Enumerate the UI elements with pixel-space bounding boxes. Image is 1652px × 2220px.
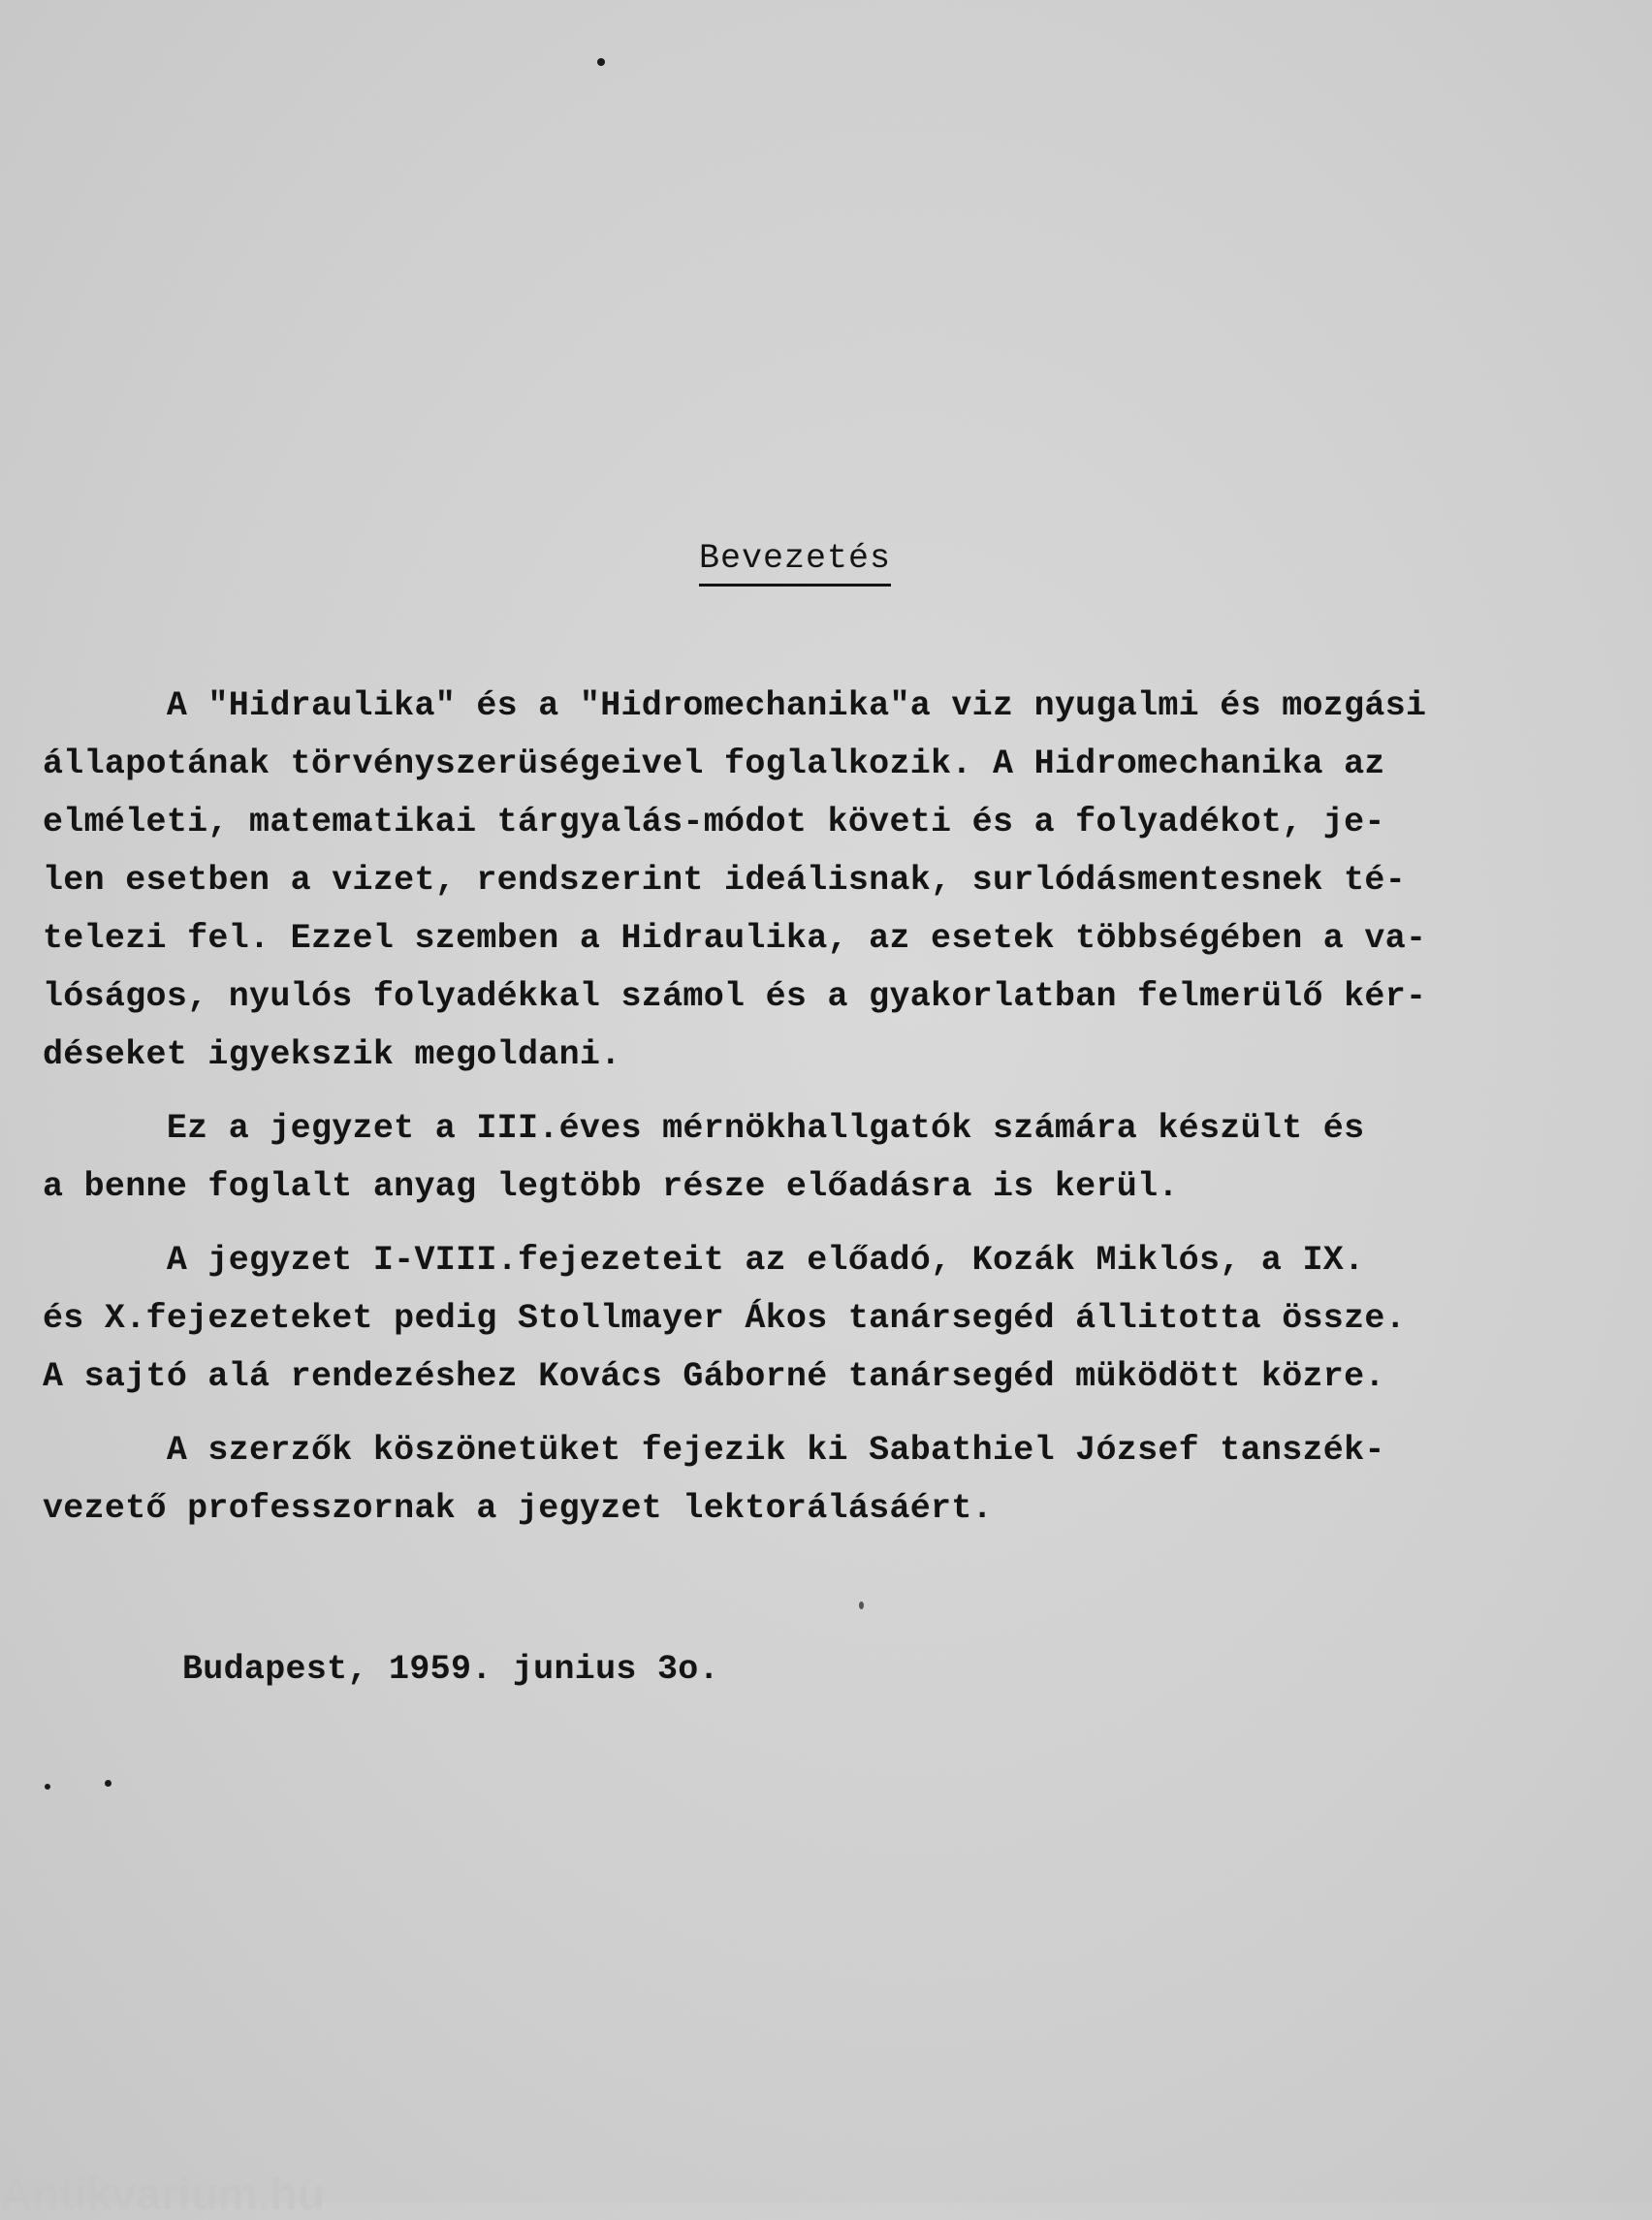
text-line: A jegyzet I-VIII.fejezeteit az előadó, Kozák Miklós, a IX. [43,1241,1365,1280]
title-text: Bevezetés [699,539,891,587]
text-line: déseket igyekszik megoldani. [43,1035,621,1074]
document-title [0,539,1590,587]
text-line: lóságos, nyulós folyadékkal számol és a gyakorlatban felmerülő kér- [43,977,1427,1016]
ink-speck [597,58,605,66]
text-line: a benne foglalt anyag legtöbb része előadásra is kerül. [43,1167,1179,1206]
text-line: Ez a jegyzet a III.éves mérnökhallgatók számára készült és [43,1109,1365,1148]
text-line: és X.fejezeteket pedig Stollmayer Ákos tanársegéd állitotta össze. [43,1299,1407,1338]
text-line: A "Hidraulika" és a "Hidromechanika"a viz nyugalmi és mozgási [43,686,1427,725]
paragraph-4 [43,1421,1613,1538]
ink-speck [105,1780,111,1787]
paragraph-2 [43,1099,1613,1216]
text-line: A sajtó alá rendezéshez Kovács Gáborné tanársegéd müködött közre. [43,1357,1385,1396]
watermark: Antikvarium.hu [0,2169,325,2219]
paragraph-1 [43,677,1613,1084]
ink-speck [45,1784,50,1790]
text-line: elméleti, matematikai tárgyalás-módot követi és a folyadékot, je- [43,803,1385,841]
text-line: vezető professzornak a jegyzet lektorálásáért. [43,1489,993,1528]
text-line: állapotának törvényszerüségeivel foglalkozik. A Hidromechanika az [43,745,1385,783]
date-line: Budapest, 1959. junius 3o. [182,1650,719,1689]
text-line: A szerzők köszönetüket fejezik ki Sabathiel József tanszék- [43,1431,1385,1470]
document-body [43,677,1613,1553]
text-line: telezi fel. Ezzel szemben a Hidraulika, az esetek többségében a va- [43,919,1427,958]
ink-speck [859,1602,864,1609]
text-line: len esetben a vizet, rendszerint ideálisnak, surlódásmentesnek té- [43,861,1407,900]
paragraph-3 [43,1231,1613,1406]
